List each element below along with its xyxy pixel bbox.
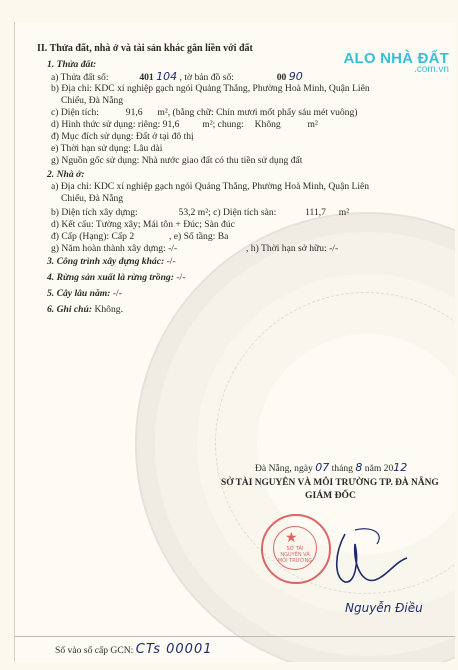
land-area-label: c) Diện tích: xyxy=(51,107,99,118)
other-item-heading: 5. Cây lâu năm: xyxy=(47,288,111,299)
registry-number-row xyxy=(55,644,213,657)
other-item-value: Không. xyxy=(94,304,123,315)
watermark-brand: ALO NHÀ ĐẤT xyxy=(343,50,449,67)
other-item-value: -/- xyxy=(176,272,186,283)
usage-form-unit: m² xyxy=(307,119,318,130)
footer-divider xyxy=(15,636,455,637)
house-completion-year: g) Năm hoàn thành xây dựng: -/- xyxy=(51,243,178,254)
other-item-5 xyxy=(47,288,122,300)
section-title: II. Thửa đất, nhà ở và tài sản khác gắn liền với đất xyxy=(37,43,253,54)
house-structure: d) Kết cấu: Tường xây; Mái tôn + Đúc; Sàn đúc xyxy=(51,219,235,230)
stamp-text: SỞ TÀI NGUYÊN VÀ MÔI TRƯỜNG xyxy=(277,546,313,564)
handwritten-signature xyxy=(315,522,425,592)
house-address-line1: a) Địa chỉ: KDC xí nghiệp gạch ngói Quảng Thắng, Phường Hoà Minh, Quận Liên xyxy=(51,181,370,192)
house-grade-label: đ) Cấp (Hạng): xyxy=(51,231,110,242)
parcel-number-label: a) Thửa đất số: xyxy=(51,72,109,83)
land-address-line2: Chiểu, Đà Nẵng xyxy=(61,95,124,106)
parcel-number-value: 401 xyxy=(139,72,154,83)
signer-role: GIÁM ĐỐC xyxy=(305,490,356,501)
map-sheet-label: , tờ bản đồ số: xyxy=(179,72,234,83)
land-usage-form-row xyxy=(51,119,318,131)
house-address-line2: Chiểu, Đà Nẵng xyxy=(61,193,124,204)
house-ownership-term: , h) Thời hạn sở hữu: -/- xyxy=(245,243,339,254)
house-floor-area-label: m²; c) Diện tích sàn: xyxy=(197,207,277,218)
land-origin-row xyxy=(51,155,302,167)
house-completion-row xyxy=(51,243,338,255)
house-grade-row xyxy=(51,231,228,243)
other-item-3 xyxy=(47,256,176,268)
land-area-row xyxy=(51,107,357,119)
land-origin-value: Nhà nước giao đất có thu tiền sử dụng đất xyxy=(141,155,303,166)
other-item-6 xyxy=(47,304,123,316)
land-area-unit-text: m², (bằng chữ: Chín mươi mốt phẩy sáu mét vuông) xyxy=(157,107,358,118)
signing-date xyxy=(255,462,407,475)
land-purpose-label: đ) Mục đích sử dụng: xyxy=(51,131,134,142)
house-build-area-label: b) Diện tích xây dựng: xyxy=(51,207,138,218)
other-item-heading: 4. Rừng sản xuất là rừng trồng: xyxy=(47,272,174,283)
house-floors-label: , e) Số tầng: xyxy=(168,231,216,242)
land-origin-label: g) Nguồn gốc sử dụng: xyxy=(51,155,140,166)
house-area-row xyxy=(51,207,349,219)
usage-form-common-value: Không xyxy=(254,119,281,130)
usage-form-label: d) Hình thức sử dụng: riêng: xyxy=(51,119,161,130)
parcel-number-handwritten: 104 xyxy=(156,70,178,83)
house-floor-area-unit: m² xyxy=(338,207,350,218)
house-floors-value: Ba xyxy=(217,231,229,242)
site-watermark xyxy=(343,50,449,75)
date-prefix: Đà Nẵng, ngày xyxy=(255,463,313,474)
usage-form-common-label: m²; chung: xyxy=(202,119,244,130)
date-day: 07 xyxy=(315,461,330,474)
land-term-value: Lâu dài xyxy=(133,143,163,154)
land-term-row xyxy=(51,143,162,155)
land-term-label: e) Thời hạn sử dụng: xyxy=(51,143,131,154)
other-item-value: -/- xyxy=(112,288,122,299)
house-heading: 2. Nhà ở: xyxy=(47,169,85,180)
date-year-label: năm 20 xyxy=(364,463,394,474)
date-month: 8 xyxy=(355,461,363,474)
land-heading: 1. Thửa đất: xyxy=(47,59,97,70)
land-address-line1: b) Địa chỉ: KDC xí nghiệp gạch ngói Quảng Thắng, Phường Hoà Minh, Quận Liên xyxy=(51,83,370,94)
land-area-value: 91,6 xyxy=(125,107,143,118)
house-build-area-value: 53,2 xyxy=(178,207,196,218)
other-item-heading: 6. Ghi chú: xyxy=(47,304,93,315)
other-item-4 xyxy=(47,272,185,284)
registry-number-label: Số vào sổ cấp GCN: xyxy=(55,645,134,656)
date-month-label: tháng xyxy=(331,463,353,474)
certificate-page xyxy=(14,22,455,662)
map-sheet-value: 00 xyxy=(276,72,287,83)
signer-name: Nguyễn Điều xyxy=(345,601,423,615)
registry-number-value: CTs 00001 xyxy=(135,642,213,657)
other-item-heading: 3. Công trình xây dựng khác: xyxy=(47,256,165,267)
other-item-value: -/- xyxy=(166,256,176,267)
house-floor-area-value: 111,7 xyxy=(305,207,326,218)
issuing-agency: SỞ TÀI NGUYÊN VÀ MÔI TRƯỜNG TP. ĐÀ NẴNG xyxy=(221,478,439,488)
watermark-site: .com.vn xyxy=(413,64,449,75)
usage-form-private: 91,6 xyxy=(162,119,180,130)
house-grade-value: Cấp 2 xyxy=(111,231,135,242)
land-purpose-row xyxy=(51,131,194,143)
land-purpose-value: Đất ở tại đô thị xyxy=(135,131,194,142)
map-sheet-handwritten: 90 xyxy=(288,70,303,83)
date-year: 12 xyxy=(393,461,408,474)
star-icon: ★ xyxy=(285,531,298,546)
